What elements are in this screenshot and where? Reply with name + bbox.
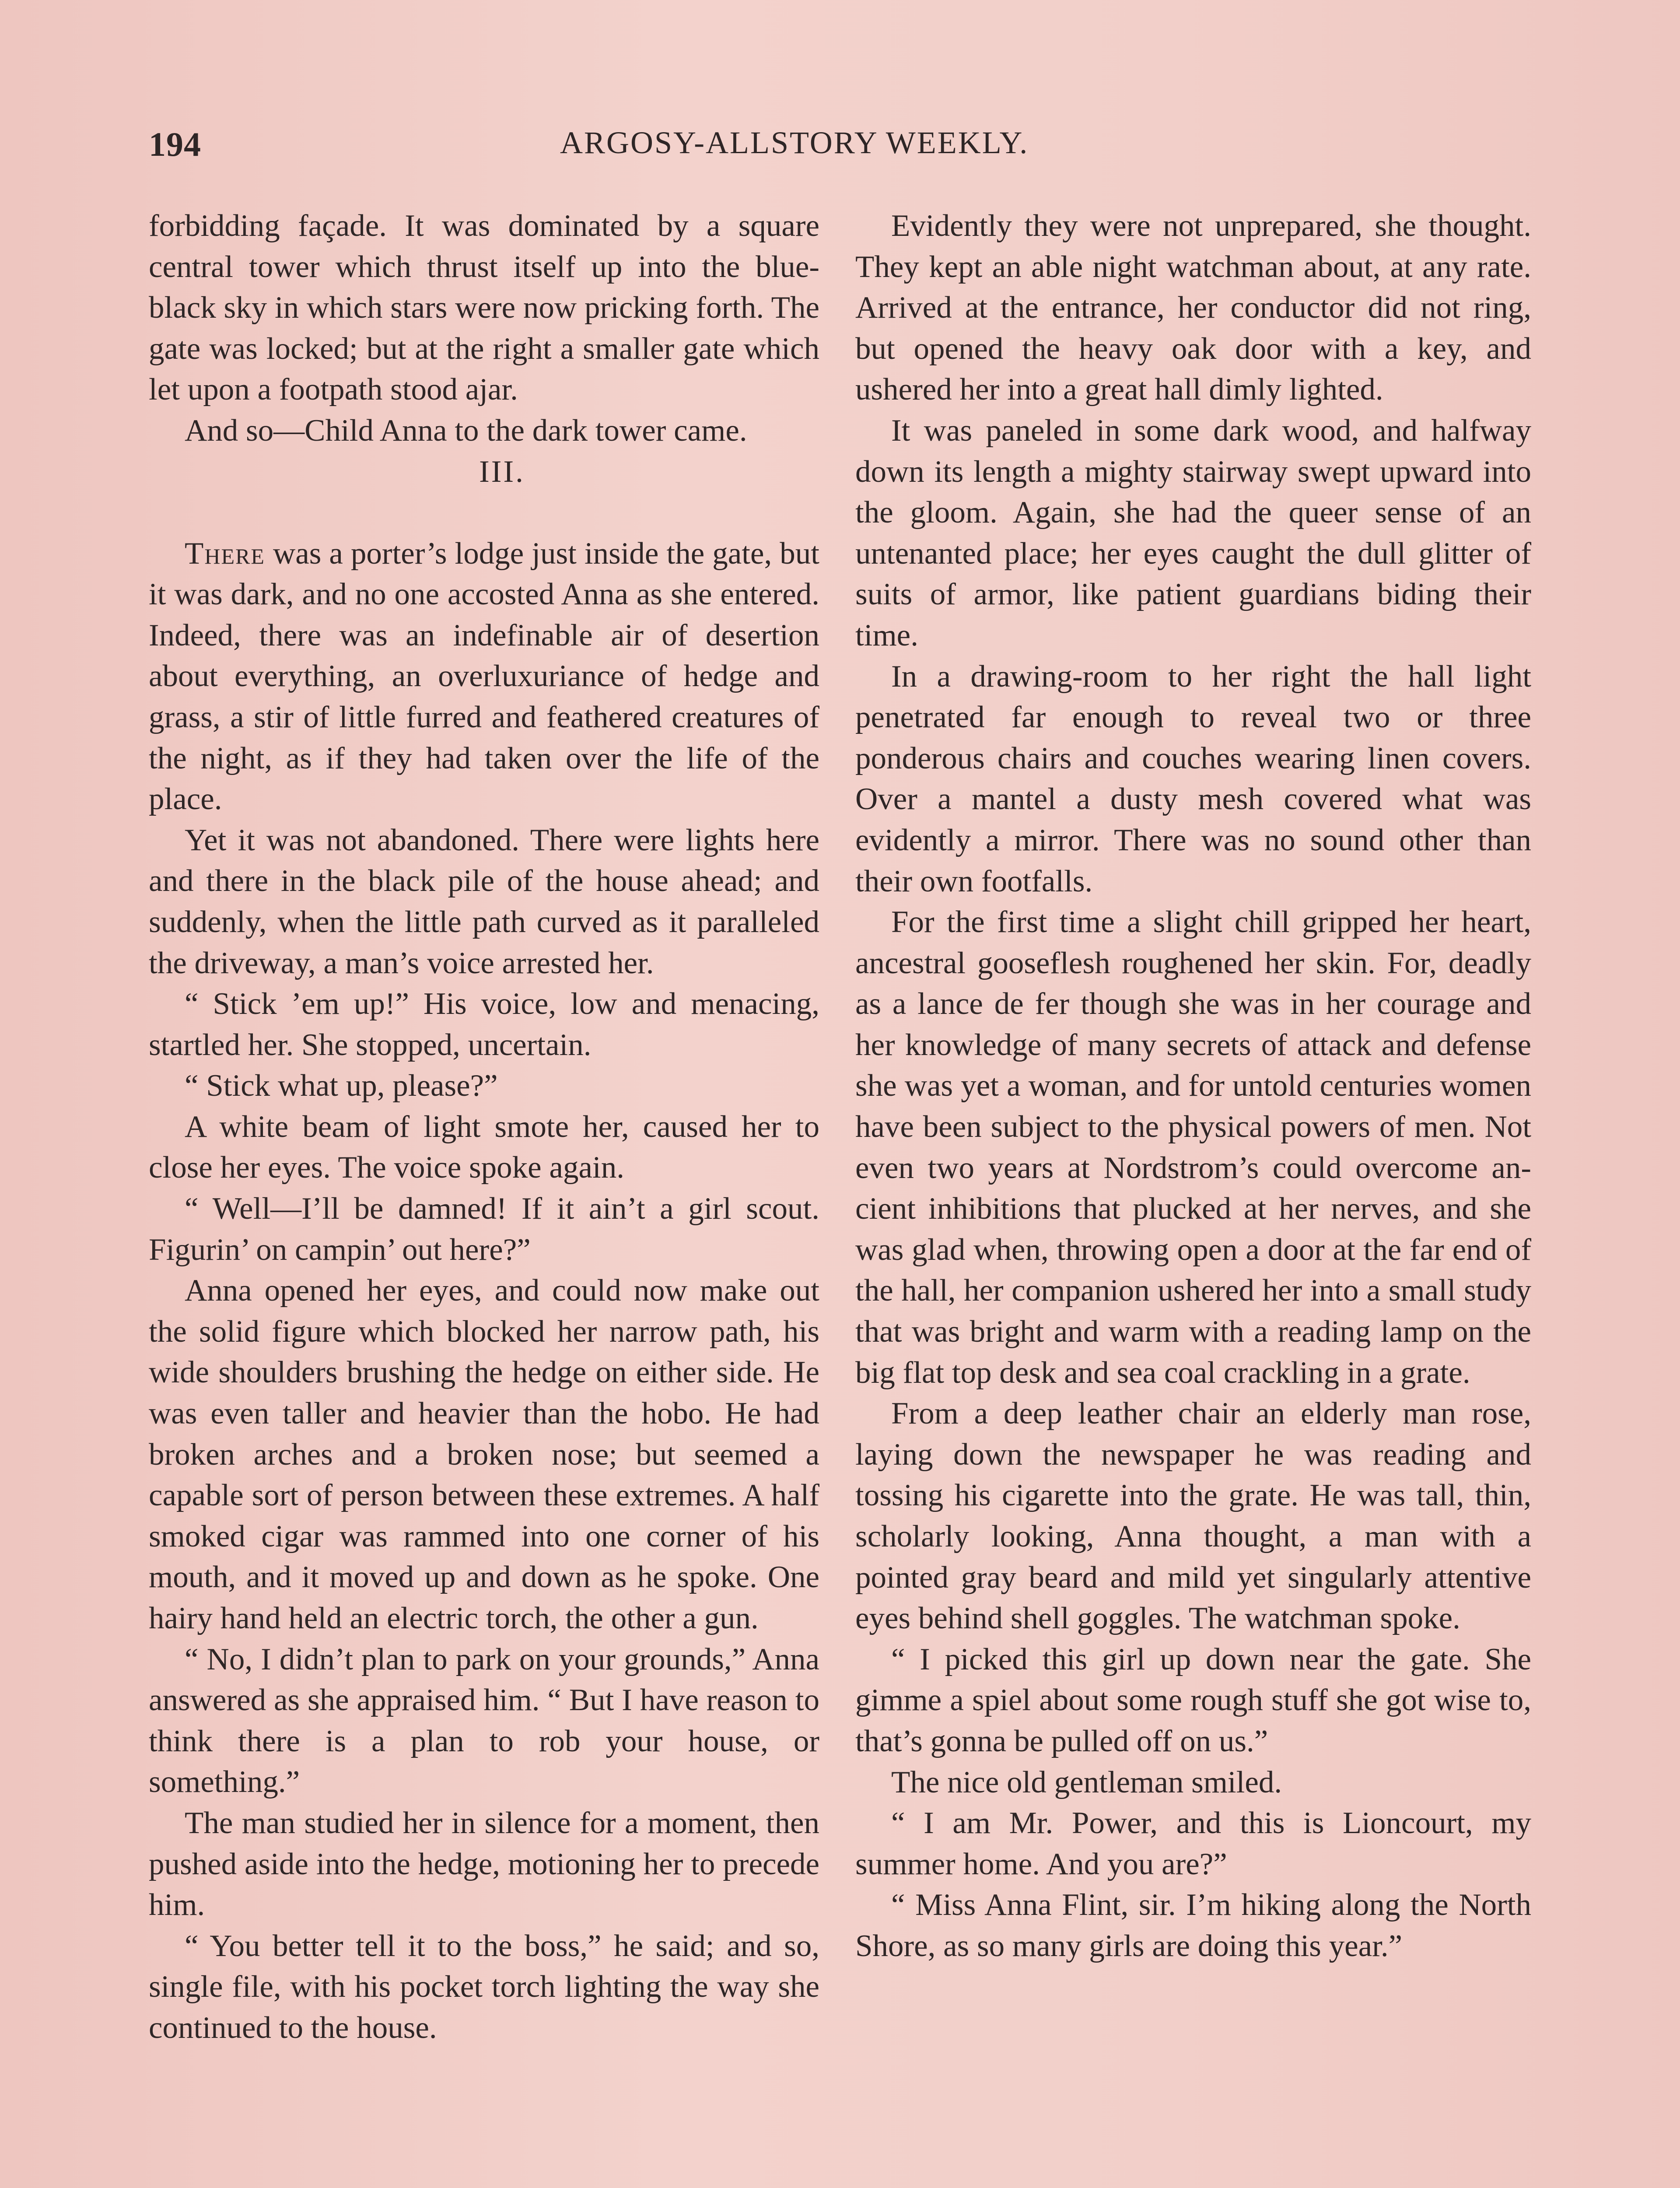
page-number: 194 <box>149 125 201 163</box>
right-column <box>855 206 1531 1967</box>
left-column <box>149 206 819 2049</box>
drop-word: There <box>185 536 265 571</box>
paragraph: “ Miss Anna Flint, sir. I’m hiking along the North Shore, as so many girls are doing this year.” <box>855 1888 1531 1963</box>
paragraph: It was paneled in some dark wood, and halfway down its length a mighty stairway swept upward into the gloom. Again, she had the queer sense of an untenanted place; her eyes caught the dull glitter of suits of armor, like patient guardians biding their time. <box>855 413 1531 652</box>
page-header <box>149 125 1133 177</box>
paragraph: Anna opened her eyes, and could now make out the solid figure which blocked her narrow path, his wide shoulders brushing the hedge on either side. He was even taller and heavier than the hobo. He had broken arches and a broken nose; but seemed a capable sort of person between these extremes. A half smoked cigar was rammed into one corner of his mouth, and it moved up and down as he spoke. One hairy hand held an electric torch, the other a gun. <box>149 1273 819 1635</box>
running-title: ARGOSY-ALLSTORY WEEKLY. <box>560 125 1029 160</box>
section-heading: III. <box>479 454 525 489</box>
paragraph: Yet it was not abandoned. There were lights here and there in the black pile of the house ahead; and suddenly, when the little path curved as it paralleled the driveway, a man’s voice arrested her. <box>149 823 819 980</box>
paragraph: The man studied her in silence for a moment, then pushed aside into the hedge, motioning her to precede him. <box>149 1806 819 1922</box>
paragraph: For the first time a slight chill gripped her heart, ancestral gooseflesh roughened her skin. For, deadly as a lance de fer though she was in her courage and her knowledge of many secrets of attack and defense she was yet a woman, and for untold centuries women have been subject to the physical powers of men. Not even two years at Nordstrom’s could overcome ancient inhibitions that plucked at her nerves, and she was glad when, throwing open a door at the far end of the hall, her companion ushered her into a small study that was bright and warm with a reading lamp on the big flat top desk and sea coal crackling in a grate. <box>855 905 1531 1390</box>
paragraph: Evidently they were not unprepared, she thought. They kept an able night watchman about, at any rate. Arrived at the entrance, her conductor did not ring, but opened the heavy oak door with a key, and ushered her into a great hall dimly lighted. <box>855 209 1531 407</box>
paragraph: “ I picked this girl up down near the gate. She gimme a spiel about some rough stuff she got wise to, that’s gonna be pulled off on us.” <box>855 1642 1531 1758</box>
paragraph <box>149 533 819 820</box>
paragraph: “ Stick ’em up!” His voice, low and menacing, startled her. She stopped, uncertain. <box>149 987 819 1062</box>
paragraph: “ You better tell it to the boss,” he said; and so, single file, with his pocket torch lighting the way she continued to the house. <box>149 1929 819 2045</box>
paragraph-text: was a porter’s lodge just inside the gate, but it was dark, and no one accosted Anna as she entered. Indeed, there was an indefinable air of desertion about everything, an overluxuriance of hedge and grass, a stir of little furred and feathered creatures of the night, as if they had taken over the life of the place. <box>149 536 819 817</box>
paragraph: “ Well—I’ll be damned! If it ain’t a girl scout. Figurin’ on campin’ out here?” <box>149 1192 819 1267</box>
paragraph: And so—Child Anna to the dark tower came. <box>185 413 747 448</box>
paragraph: “ Stick what up, please?” <box>185 1069 498 1103</box>
paragraph: “ I am Mr. Power, and this is Lioncourt, my summer home. And you are?” <box>855 1806 1531 1881</box>
paragraph: A white beam of light smote her, caused her to close her eyes. The voice spoke again. <box>149 1109 819 1185</box>
paragraph: From a deep leather chair an elderly man rose, laying down the newspaper he was reading and tossing his cigarette into the grate. He was tall, thin, scholarly looking, Anna thought, a man with a pointed gray beard and mild yet singularly attentive eyes behind shell goggles. The watchman spoke. <box>855 1396 1531 1636</box>
paragraph: The nice old gentleman smiled. <box>891 1765 1282 1799</box>
paragraph: forbidding façade. It was dominated by a square central tower which thrust itself up into the blue-black sky in which stars were now pricking forth. The gate was locked; but at the right a smaller gate which let upon a footpath stood ajar. <box>149 209 819 407</box>
paragraph: In a drawing-room to her right the hall light penetrated far enough to reveal two or three ponderous chairs and couches wearing linen covers. Over a mantel a dusty mesh covered what was evidently a mirror. There was no sound other than their own footfalls. <box>855 659 1531 898</box>
paragraph: “ No, I didn’t plan to park on your grounds,” Anna answered as she appraised him. “ But I have reason to think there is a plan to rob your house, or something.” <box>149 1642 819 1799</box>
